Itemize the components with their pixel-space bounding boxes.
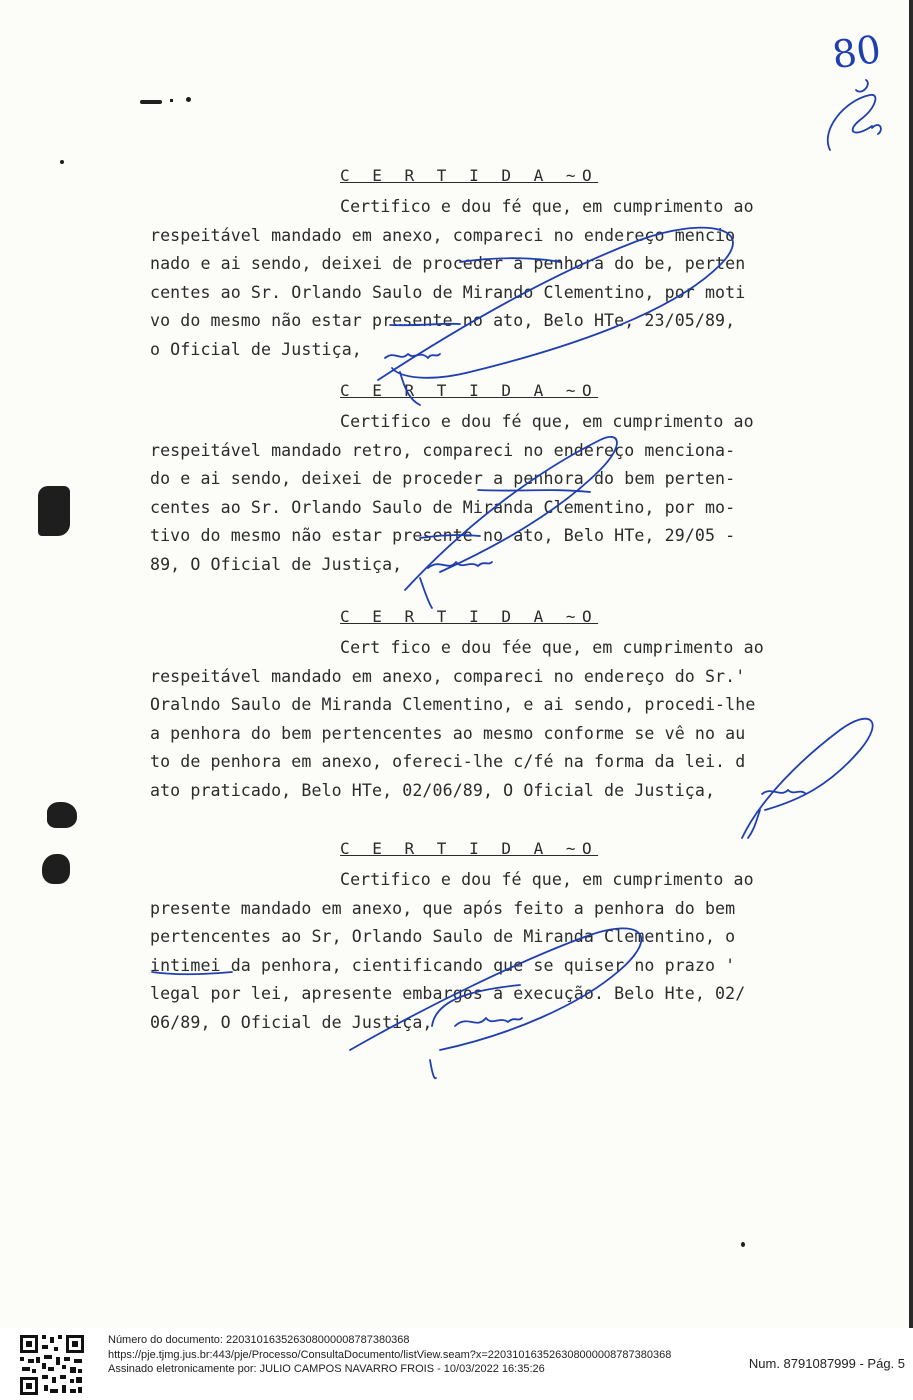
certificate-title: C E R T I D A ~O: [340, 166, 599, 185]
scan-speck: [140, 100, 162, 104]
text-line: Certifico e dou fé que, em cumprimento ao: [340, 870, 754, 889]
text-line: do e ai sendo, deixei de proceder a penhora do bem perten-: [150, 469, 736, 488]
page-reference: Num. 8791087999 - Pág. 5: [748, 1356, 905, 1371]
certificate-3: [150, 606, 810, 805]
certificate-title: C E R T I D A ~O: [340, 381, 599, 400]
text-line: respeitável mandado em anexo, compareci no endereço do Sr.': [150, 666, 746, 686]
text-line: nado e ai sendo, deixei de proceder a penhora do be, perten: [150, 254, 746, 273]
rubric-mark: [828, 80, 876, 150]
document-number: Número do documento: 22031016352630800000878738036​8: [108, 1334, 410, 1346]
text-line: intimei da penhora, cientificando que se quiser no prazo ': [150, 955, 736, 975]
scan-speck: [170, 99, 173, 102]
text-line: tivo do mesmo não estar presente no ato, Belo HTe, 29/05 -: [150, 526, 736, 545]
text-line: ato praticado, Belo HTe, 02/06/89, O Oficial de Justiça,: [150, 780, 716, 800]
qr-code-icon[interactable]: [18, 1333, 86, 1397]
text-line: Certifico e dou fé que, em cumprimento ao: [340, 412, 754, 431]
signature-stroke: [748, 810, 760, 838]
text-line: presente mandado em anexo, que após feito a penhora do bem: [150, 898, 736, 918]
text-line: Cert fico e dou fée que, em cumprimento ao: [340, 638, 764, 657]
certificate-title: C E R T I D A ~O: [340, 607, 599, 626]
certificate-4: [150, 838, 810, 1037]
text-line: respeitável mandado retro, compareci no endereço menciona-: [150, 440, 736, 460]
certificate-1: [150, 165, 810, 364]
signed-by: Assinado eletronicamente por: JULIO CAMPOS NAVARRO FROIS - 10/03/2022 16:35:26: [108, 1363, 545, 1375]
text-line: 06/89, O Oficial de Justiça,: [150, 1012, 433, 1032]
scan-speck: [741, 1242, 745, 1247]
page-edge: [909, 0, 913, 1328]
scan-speck: [60, 160, 64, 164]
text-line: centes ao Sr. Orlando Saulo de Mirando Clementino, por moti: [150, 282, 746, 302]
folio-number: 80: [829, 26, 884, 78]
certificate-title: C E R T I D A ~O: [340, 839, 599, 858]
punch-hole-mark: [42, 854, 70, 884]
text-line: a penhora do bem pertencentes ao mesmo conforme se vê no au: [150, 723, 746, 743]
punch-hole-mark: [38, 486, 70, 536]
text-line: Oralndo Saulo de Miranda Clementino, e ai sendo, procedi-lhe: [150, 695, 756, 714]
signature-stroke: [420, 578, 432, 608]
punch-hole-mark: [47, 802, 77, 828]
text-line: Certifico e dou fé que, em cumprimento ao: [340, 197, 754, 216]
text-line: centes ao Sr. Orlando Saulo de Miranda Clementino, por mo-: [150, 497, 736, 517]
text-line: 89, O Oficial de Justiça,: [150, 554, 403, 574]
scan-speck: [186, 97, 191, 102]
text-line: pertencentes ao Sr, Orlando Saulo de Miranda Clementino, o: [150, 927, 736, 946]
footer-text: [108, 1333, 671, 1377]
certificate-2: [150, 380, 810, 579]
signature-stroke: [430, 1060, 436, 1078]
rubric-mark: [872, 125, 881, 134]
text-line: o Oficial de Justiça,: [150, 339, 362, 359]
document-url[interactable]: https://pje.tjmg.jus.br:443/pje/Processo/ConsultaDocumento/listView.seam?x=22031016352630800000878738036​8: [108, 1348, 672, 1361]
text-line: legal por lei, apresente embargos a execução. Belo Hte, 02/: [150, 984, 746, 1003]
text-line: to de penhora em anexo, ofereci-lhe c/fé na forma da lei. d: [150, 752, 746, 771]
text-line: respeitável mandado em anexo, compareci no endereço mencio: [150, 225, 736, 245]
text-line: vo do mesmo não estar presente no ato, Belo HTe, 23/05/89,: [150, 311, 736, 330]
